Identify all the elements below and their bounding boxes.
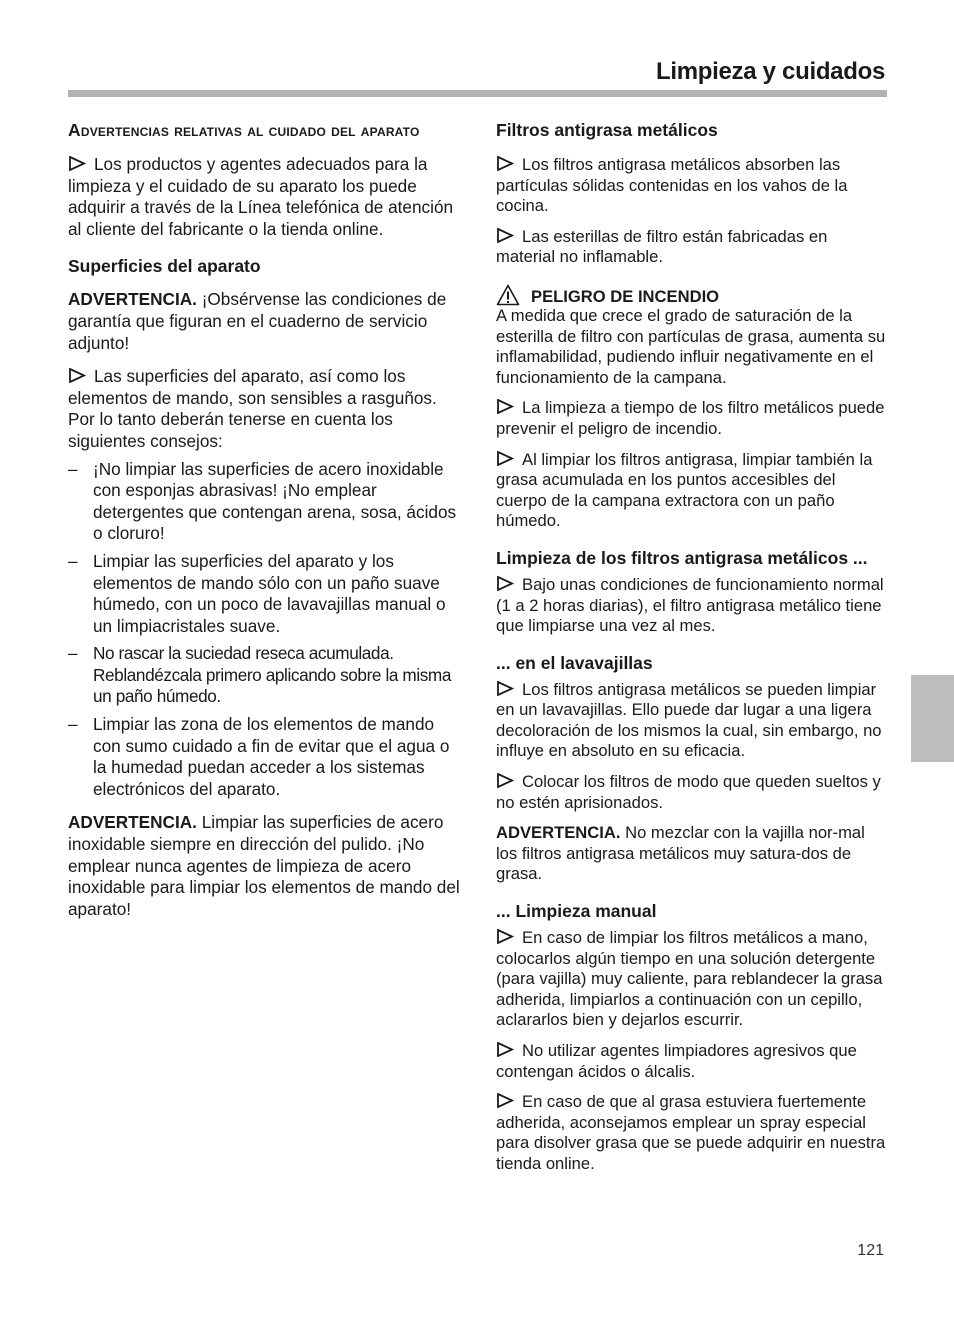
dishwasher-paragraph-2: Colocar los filtros de modo que queden sueltos y no estén aprisionados. xyxy=(496,772,881,812)
warning-triangle-icon xyxy=(496,284,520,306)
triangle-bullet-icon xyxy=(68,368,88,383)
manual-paragraph-3: En caso de que al grasa estuviera fuertemente adherida, aconsejamos emplear un spray especial para disolver grasa que se puede adquirir en nuestra tienda online. xyxy=(496,1092,886,1173)
fire-danger-text: A medida que crece el grado de saturación de la esterilla de filtro con partículas de grasa, aumenta su inflamabilidad, pudiendo influir negativamente en el funcionamiento de la campana. xyxy=(496,305,886,387)
filters-paragraph-1: Los filtros antigrasa metálicos absorben las partículas sólidas contenidas en los vahos de la cocina. xyxy=(496,155,848,216)
triangle-bullet-icon xyxy=(68,156,88,171)
surfaces-paragraph: Las superficies del aparato, así como los elementos de mando, son sensibles a rasguños. Por lo tanto deberán tenerse en cuenta los siguientes consejos: xyxy=(68,366,437,451)
triangle-bullet-icon xyxy=(496,228,516,243)
fire-danger-paragraph-2: Al limpiar los filtros antigrasa, limpiar también la grasa acumulada en los puntos accesibles del cuerpo de la campana extractora con un paño húmedo. xyxy=(496,449,873,531)
filters-heading: Filtros antigrasa metálicos xyxy=(496,120,718,140)
warranty-warning: ADVERTENCIA. ¡Obsérvense las condiciones de garantía que figuran en el cuaderno de servicio adjunto! xyxy=(68,289,447,353)
list-item: – ¡No limpiar las superficies de acero inoxidable con esponjas abrasivas! ¡No emplear detergentes que contengan arena, sosa, ácidos o cloruro! xyxy=(68,458,457,544)
triangle-bullet-icon xyxy=(496,156,516,171)
care-warnings-heading: Advertencias relativas al cuidado del aparato xyxy=(68,120,420,140)
right-column xyxy=(496,120,888,1175)
list-item: – Limpiar las superficies del aparato y los elementos de mando sólo con un paño suave húmedo, con un poco de lavavajillas manual o un limpiacristales suave. xyxy=(68,550,446,636)
warning-label: ADVERTENCIA. xyxy=(496,823,621,843)
dishwasher-warning: ADVERTENCIA. No mezclar con la vajilla nor-mal los filtros antigrasa metálicos muy satura-dos de grasa. xyxy=(496,823,865,884)
section-tab xyxy=(911,675,954,762)
fire-danger-heading xyxy=(496,284,888,306)
manual-cleaning-heading: ... Limpieza manual xyxy=(496,901,657,922)
triangle-bullet-icon xyxy=(496,576,516,591)
intro-paragraph: Los productos y agentes adecuados para la limpieza y el cuidado de su aparato los puede adquirir a través de la Línea telefónica de atención al cliente del fabricante o la tienda online. xyxy=(68,154,454,239)
stainless-warning: ADVERTENCIA. Limpiar las superficies de acero inoxidable siempre en dirección del pulido. ¡No emplear nunca agentes de limpieza de acero inoxidable para limpiar los elementos de mando del aparato! xyxy=(68,812,460,919)
page-number: 121 xyxy=(857,1242,884,1259)
surfaces-heading: Superficies del aparato xyxy=(68,256,261,277)
cleaning-heading: Limpieza de los filtros antigrasa metálicos ... xyxy=(496,547,868,568)
page-title: Limpieza y cuidados xyxy=(655,58,885,85)
triangle-bullet-icon xyxy=(496,1042,516,1057)
triangle-bullet-icon xyxy=(496,773,516,788)
left-column xyxy=(68,120,460,920)
dishwasher-heading: ... en el lavavajillas xyxy=(496,652,653,673)
triangle-bullet-icon xyxy=(496,681,516,696)
filters-paragraph-2: Las esterillas de filtro están fabricadas en material no inflamable. xyxy=(496,226,828,267)
tips-list xyxy=(68,459,460,801)
triangle-bullet-icon xyxy=(496,1093,516,1108)
warning-label: ADVERTENCIA. xyxy=(68,812,197,833)
manual-paragraph-1: En caso de limpiar los filtros metálicos a mano, colocarlos algún tiempo en una solución detergente (para vajilla) muy caliente, para reblandecer la grasa adherida, limpiarlos a continuación con un cepillo, aclararlos bien y dejarlos escurrir. xyxy=(496,928,883,1030)
list-item: – Limpiar las zona de los elementos de mando con sumo cuidado a fin de evitar que el agua o la humedad puedan acceder a los sistemas electrónicos del aparato. xyxy=(68,714,450,799)
warning-label: ADVERTENCIA. xyxy=(68,289,197,310)
triangle-bullet-icon xyxy=(496,399,516,414)
list-item: – No rascar la suciedad reseca acumulada. Reblandézcala primero aplicando sobre la misma un paño húmedo. xyxy=(68,643,452,707)
cleaning-paragraph: Bajo unas condiciones de funcionamiento normal (1 a 2 horas diarias), el filtro antigrasa metálico tiene que limpiarse una vez al mes. xyxy=(496,574,884,636)
header-divider xyxy=(68,90,887,97)
triangle-bullet-icon xyxy=(496,929,516,944)
fire-danger-label: PELIGRO DE INCENDIO xyxy=(531,286,720,306)
manual-paragraph-2: No utilizar agentes limpiadores agresivos que contengan ácidos o álcalis. xyxy=(496,1041,857,1081)
triangle-bullet-icon xyxy=(496,451,516,466)
fire-danger-paragraph-1: La limpieza a tiempo de los filtro metálicos puede prevenir el peligro de incendio. xyxy=(496,398,885,438)
dishwasher-paragraph-1: Los filtros antigrasa metálicos se pueden limpiar en un lavavajillas. Ello puede dar lugar a una ligera decoloración de los mismos la cual, sin embargo, no influye en absoluto en su eficacia. xyxy=(496,679,882,761)
